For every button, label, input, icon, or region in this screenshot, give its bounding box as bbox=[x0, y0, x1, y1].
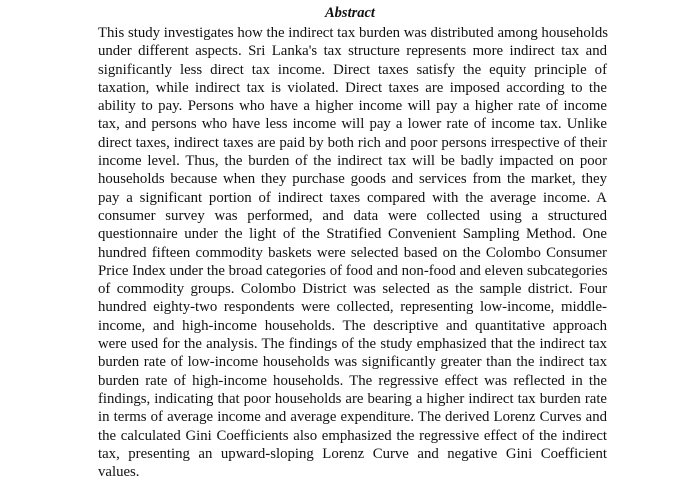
abstract-line: hundred eighty-two respondents were collected, representing low-income, middle- bbox=[98, 299, 607, 316]
abstract-body bbox=[98, 24, 607, 481]
abstract-line: findings, indicating that poor households are bearing a higher indirect tax burden rate bbox=[98, 390, 607, 407]
abstract-line: hundred fifteen commodity baskets were selected based on the Colombo Consumer bbox=[98, 244, 607, 261]
abstract-line: ability to pay. Persons who have a higher income will pay a higher rate of income bbox=[98, 98, 607, 115]
abstract-line: of commodity groups. Colombo District was selected as the sample district. Four bbox=[98, 281, 607, 298]
abstract-line: consumer survey was performed, and data were collected using a structured bbox=[98, 207, 607, 224]
abstract-line: pay a significant portion of indirect taxes compared with the average income. A bbox=[98, 189, 607, 206]
abstract-line: income, and high-income households. The descriptive and quantitative approach bbox=[98, 317, 607, 334]
abstract-line: the calculated Gini Coefficients also emphasized the regressive effect of the indirect bbox=[98, 427, 607, 444]
abstract-line: households because when they purchase goods and services from the market, they bbox=[98, 171, 607, 188]
abstract-line: under different aspects. Sri Lanka's tax structure represents more indirect tax and bbox=[98, 43, 607, 60]
abstract-line: Price Index under the broad categories of food and non-food and eleven subcategories bbox=[98, 262, 608, 279]
abstract-line: tax, presenting an upward-sloping Lorenz Curve and negative Gini Coefficient bbox=[98, 445, 607, 462]
abstract-line: burden rate of high-income households. The regressive effect was reflected in the bbox=[98, 372, 607, 389]
abstract-line: significantly less direct tax income. Direct taxes satisfy the equity principle of bbox=[98, 61, 607, 78]
abstract-line: questionnaire under the light of the Stratified Convenient Sampling Method. One bbox=[98, 226, 607, 243]
abstract-line: taxation, while indirect tax is violated. Direct taxes are imposed according to the bbox=[98, 79, 607, 96]
abstract-line: tax, and persons who have less income will pay a lower rate of income tax. Unlike bbox=[98, 116, 607, 133]
abstract-line: direct taxes, indirect taxes are paid by both rich and poor persons irrespective of their bbox=[98, 134, 607, 151]
abstract-heading: Abstract bbox=[325, 5, 375, 21]
abstract-line: burden rate of low-income households was significantly greater than the indirect tax bbox=[98, 354, 607, 371]
abstract-line: were used for the analysis. The findings of the study emphasized that the indirect tax bbox=[98, 336, 607, 353]
abstract-line: in terms of average income and average expenditure. The derived Lorenz Curves and bbox=[98, 409, 607, 426]
abstract-line: values. bbox=[98, 464, 140, 481]
abstract-line: income level. Thus, the burden of the indirect tax will be badly impacted on poor bbox=[98, 153, 607, 170]
abstract-line: This study investigates how the indirect tax burden was distributed among households bbox=[98, 25, 609, 41]
